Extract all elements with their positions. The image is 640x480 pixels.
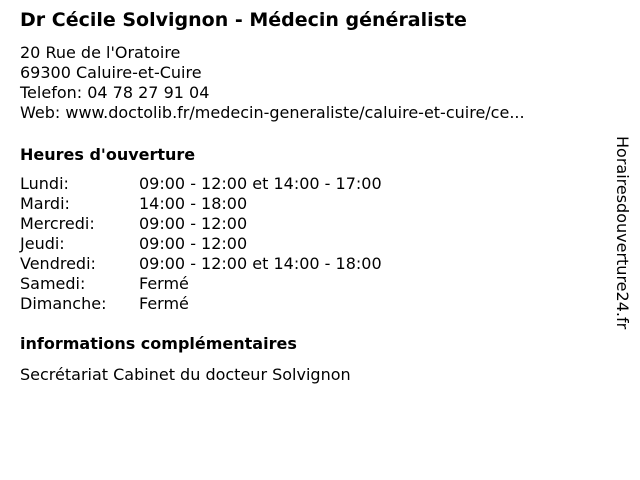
hours-heading: Heures d'ouverture <box>20 145 196 164</box>
hours-time-value: Fermé <box>139 294 189 313</box>
hours-time-value: Fermé <box>139 274 189 293</box>
hours-day-label: Mercredi: <box>20 214 95 233</box>
info-heading: informations complémentaires <box>20 334 297 353</box>
website-link[interactable]: Web: www.doctolib.fr/medecin-generaliste/caluire-et-cuire/ce... <box>20 103 525 122</box>
side-brand <box>612 136 632 346</box>
hours-day-label: Samedi: <box>20 274 86 293</box>
hours-time-value: 09:00 - 12:00 <box>139 234 248 253</box>
hours-day-label: Mardi: <box>20 194 70 213</box>
hours-day-label: Dimanche: <box>20 294 107 313</box>
hours-day-label: Jeudi: <box>20 234 65 253</box>
hours-time-value: 09:00 - 12:00 et 14:00 - 17:00 <box>139 174 382 193</box>
hours-time-value: 09:00 - 12:00 et 14:00 - 18:00 <box>139 254 382 273</box>
side-brand-text: Horairesdouverture24.fr <box>613 136 632 330</box>
hours-time-value: 09:00 - 12:00 <box>139 214 248 233</box>
hours-time-value: 14:00 - 18:00 <box>139 194 248 213</box>
page-title: Dr Cécile Solvignon - Médecin généraliste <box>20 9 467 31</box>
info-text: Secrétariat Cabinet du docteur Solvignon <box>20 365 351 384</box>
address-city: 69300 Caluire-et-Cuire <box>20 63 202 82</box>
phone-number[interactable]: Telefon: 04 78 27 91 04 <box>20 83 210 102</box>
hours-day-label: Vendredi: <box>20 254 96 273</box>
hours-day-label: Lundi: <box>20 174 69 193</box>
address-block <box>20 43 525 123</box>
address-street: 20 Rue de l'Oratoire <box>20 43 181 62</box>
